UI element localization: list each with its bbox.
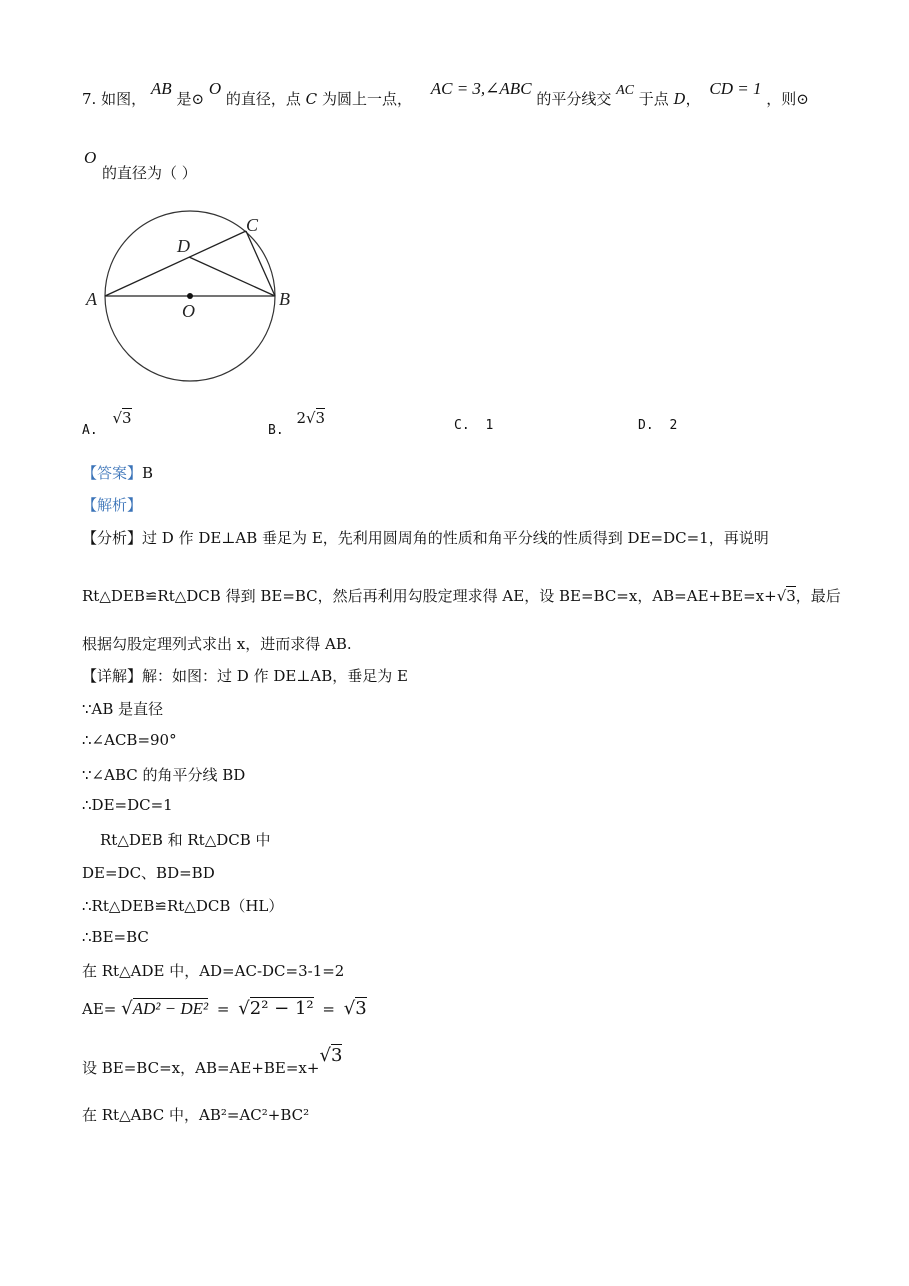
segment-bd (189, 257, 275, 296)
detail-head: 【详解】解：如图：过 D 作 DE⊥AB，垂足为 E (82, 667, 409, 685)
geometry-figure (80, 205, 310, 390)
sqrt-icon: √3 (776, 587, 796, 605)
option-b[interactable]: B. 2√3 (268, 409, 326, 438)
fenxi-line-3: 根据勾股定理列式求出 x，进而求得 AB. (82, 635, 352, 653)
answer-line (82, 462, 153, 483)
detail-step-9: 在 Rt△ADE 中，AD=AC-DC=3-1=2 (82, 962, 345, 980)
option-c[interactable]: C. 1 (454, 418, 494, 433)
center-dot (187, 293, 193, 299)
detail-step-12: 在 Rt△ABC 中，AB²=AC²+BC² (82, 1106, 310, 1124)
analysis-label: 【解析】 (82, 496, 143, 514)
detail-step-7: ∴Rt△DEB≌Rt△DCB（HL） (82, 897, 284, 915)
option-a[interactable]: A. √3 (82, 409, 132, 438)
detail-step-8: ∴BE=BC (82, 928, 149, 946)
option-d[interactable]: D. 2 (638, 418, 678, 433)
detail-step-1: ∵AB 是直径 (82, 700, 164, 718)
chord-bc (246, 231, 275, 296)
fenxi-line-1: 【分析】过 D 作 DE⊥AB 垂足为 E，先利用圆周角的性质和角平分线的性质得到 DE=DC=1，再说明 (82, 529, 769, 547)
detail-step-2: ∴∠ACB=90° (82, 731, 177, 749)
question-number: 7. (82, 90, 97, 108)
question-line-1: 7. 如图， AB 是⊙ O 的直径，点 C 为圆上一点， AC = 3,∠ABC 的平分线交 AC 于点 D， CD = 1 ，则⊙ (82, 79, 809, 108)
sqrt-icon: √3 (305, 409, 326, 427)
detail-step-3: ∵∠ABC 的角平分线 BD (82, 766, 246, 784)
detail-step-6: DE=DC、BD=BD (82, 864, 215, 882)
sqrt-icon: √3 (319, 1045, 343, 1066)
label-d: D (177, 236, 190, 256)
sqrt-icon: √AD² − DE² (121, 998, 209, 1019)
question-line-2: O (84, 148, 97, 167)
question-line-2b: 的直径为（ ） (102, 164, 197, 182)
label-b: B (279, 289, 290, 309)
detail-step-5: Rt△DEB 和 Rt△DCB 中 (100, 831, 271, 849)
sqrt-icon: √3 (112, 409, 132, 427)
label-o: O (182, 301, 195, 321)
label-c: C (246, 215, 259, 235)
fenxi-line-2: Rt△DEB≌Rt△DCB 得到 BE=BC，然后再利用勾股定理求得 AE，设 BE=BC=x，AB=AE+BE=x+√3，最后 (82, 587, 841, 605)
detail-step-11: 设 BE=BC=x，AB=AE+BE=x+√3 (82, 1045, 343, 1077)
sqrt-icon: √3 (343, 998, 367, 1019)
detail-step-4: ∴DE=DC=1 (82, 796, 173, 814)
detail-step-10: AE= √AD² − DE² = √2² − 1² = √3 (82, 998, 367, 1019)
answer-value: B (142, 464, 154, 482)
answer-label: 【答案】 (82, 464, 143, 482)
label-a: A (86, 289, 97, 309)
sqrt-icon: √2² − 1² (238, 998, 314, 1019)
